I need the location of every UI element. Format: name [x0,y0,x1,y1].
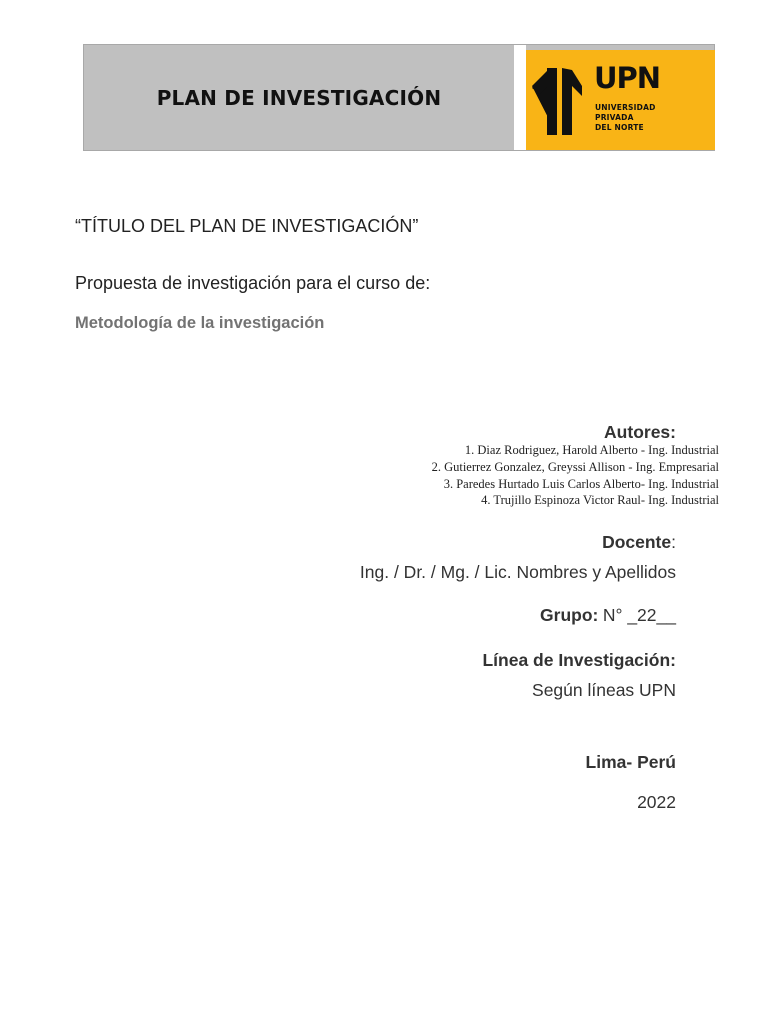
location-text: Lima- Perú [585,752,676,772]
header-title: PLAN DE INVESTIGACIÓN [156,85,442,110]
document-header [83,44,715,151]
group-value: N° _22__ [602,605,676,625]
logo-subtitle-line-1: UNIVERSIDAD [595,103,656,112]
course-name: Metodología de la investigación [75,314,325,332]
header-divider [514,45,526,150]
plan-title: “TÍTULO DEL PLAN DE INVESTIGACIÓN” [75,216,419,236]
proposal-text: Propuesta de investigación para el curso de: [75,273,431,293]
teacher-label [602,532,676,553]
logo-subtitle-line-2: PRIVADA [595,113,634,122]
author-item-4: 4. Trujillo Espinoza Victor Raul- Ing. Industrial [481,493,719,507]
research-line-value: Según líneas UPN [532,680,676,700]
year-text: 2022 [637,792,676,812]
teacher-label-colon: : [671,532,676,552]
teacher-label-text: Docente [602,532,672,552]
upn-logo [526,50,715,150]
research-line-label: Línea de Investigación: [482,650,676,670]
author-item-1: 1. Diaz Rodriguez, Harold Alberto - Ing. Industrial [464,443,719,457]
author-item-2: 2. Gutierrez Gonzalez, Greyssi Allison - Ing. Empresarial [431,460,719,474]
author-item-3: 3. Paredes Hurtado Luis Carlos Alberto- Ing. Industrial [443,477,719,491]
group-label: Grupo: [540,605,599,625]
logo-subtitle-line-3: DEL NORTE [595,123,644,132]
group-row [540,605,676,626]
teacher-value: Ing. / Dr. / Mg. / Lic. Nombres y Apellidos [359,562,676,582]
authors-heading: Autores: [604,422,676,442]
logo-brand-text: UPN [594,61,661,95]
